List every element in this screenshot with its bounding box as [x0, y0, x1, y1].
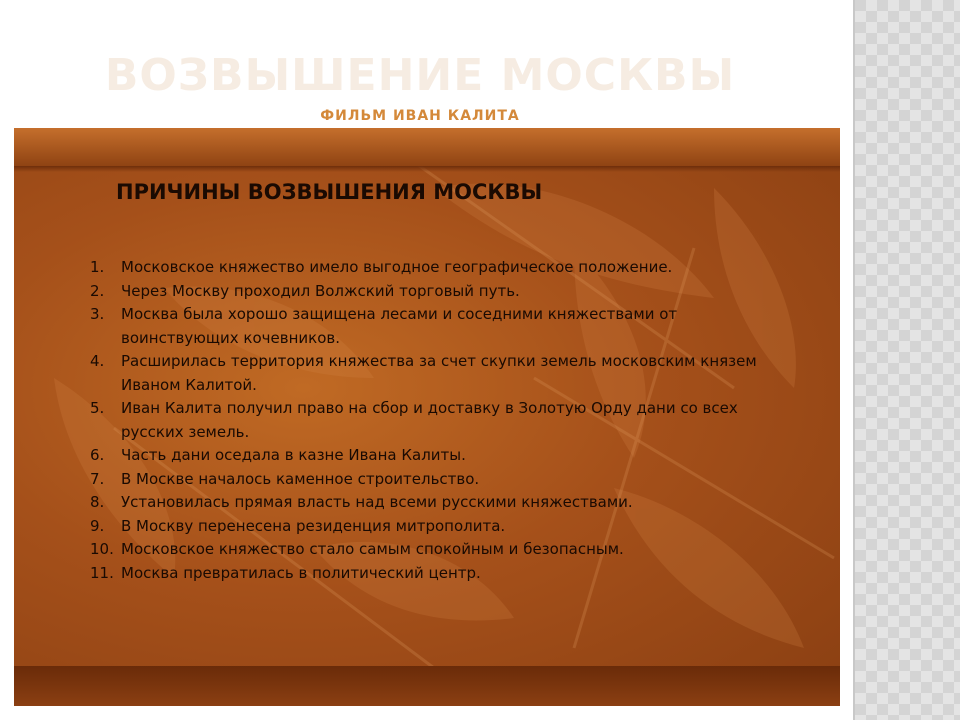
item-number: 7. [90, 469, 105, 488]
list-item [90, 256, 790, 280]
item-text: Расширилась территория княжества за счет скупки земель московским князем Иваном Калитой. [121, 352, 757, 394]
list-item [90, 491, 790, 515]
item-number: 5. [90, 399, 105, 417]
item-number: 1. [90, 258, 105, 276]
item-text: Установилась прямая власть над всеми русскими княжествами. [121, 493, 633, 511]
side-pattern-decoration [855, 0, 960, 720]
panel-top-band [14, 128, 840, 166]
item-text: Московское княжество стало самым спокойным и безопасным. [121, 540, 624, 558]
list-item [90, 444, 790, 468]
content-panel [14, 128, 840, 706]
list-item [90, 350, 790, 397]
list-item [90, 538, 790, 562]
panel-top-band-shadow [14, 166, 840, 172]
reasons-list [90, 256, 790, 585]
item-number: 2. [90, 281, 105, 300]
item-text: Через Москву проходил Волжский торговый путь. [121, 281, 520, 300]
item-text: Московское княжество имело выгодное географическое положение. [121, 258, 673, 276]
item-number: 11. [90, 563, 114, 582]
item-number: 9. [90, 516, 105, 535]
item-text: Иван Калита получил право на сбор и доставку в Золотую Орду дани со всех русских земель. [121, 399, 738, 441]
list-item [90, 562, 790, 586]
panel-heading: ПРИЧИНЫ ВОЗВЫШЕНИЯ МОСКВЫ [116, 180, 543, 204]
list-item [90, 468, 790, 492]
slide-title: ВОЗВЫШЕНИЕ МОСКВЫ [104, 50, 736, 101]
item-number: 4. [90, 352, 105, 370]
item-text: В Москве началось каменное строительство. [121, 469, 480, 488]
item-number: 10. [90, 540, 114, 558]
list-item [90, 397, 790, 444]
item-number: 8. [90, 493, 105, 511]
panel-bottom-band [14, 666, 840, 706]
item-text: В Москву перенесена резиденция митрополита. [121, 516, 506, 535]
list-item [90, 280, 790, 304]
item-number: 6. [90, 446, 105, 464]
item-number: 3. [90, 305, 105, 323]
item-text: Часть дани оседала в казне Ивана Калиты. [121, 446, 466, 464]
list-item [90, 515, 790, 539]
list-item [90, 303, 790, 350]
slide-subtitle: ФИЛЬМ ИВАН КАЛИТА [320, 108, 520, 124]
item-text: Москва была хорошо защищена лесами и соседними княжествами от воинствующих кочевников. [121, 305, 678, 347]
item-text: Москва превратилась в политический центр. [121, 563, 481, 582]
